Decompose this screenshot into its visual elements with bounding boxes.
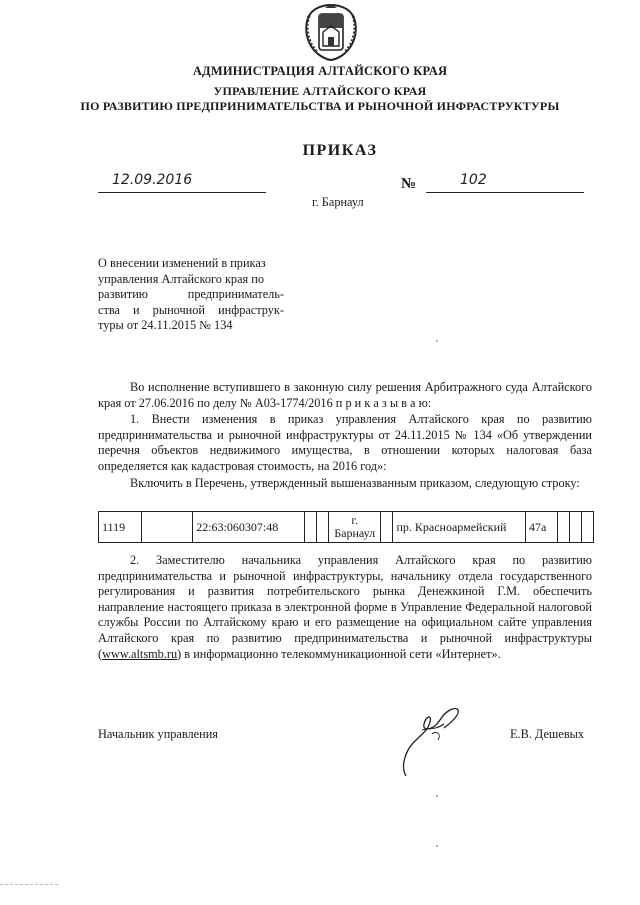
department-name-line2: ПО РАЗВИТИЮ ПРЕДПРИНИМАТЕЛЬСТВА И РЫНОЧНОЙ ИНФРАСТРУКТУРЫ bbox=[80, 99, 560, 113]
cell-city: г. Барнаул bbox=[329, 512, 381, 543]
cell-empty bbox=[381, 512, 393, 543]
item-2-text: 2. Заместителю начальника управления Алтайского края по развитию предпринимательства и рыночной инфраструктуры, начальнику отдела государственного регулирования и развития потребительского рынка Денежкиной Г.М. обеспечить направление настоящего приказа в электронной форме в Управление Федеральной налоговой службы России по Алтайскому краю и его размещение на официальном сайте управления Алтайского края по развитию предпринимательства и рыночной инфраструктуры ( bbox=[98, 553, 592, 661]
include-paragraph: Включить в Перечень, утвержденный вышеназванным приказом, следующую строку: bbox=[130, 476, 580, 490]
subject-word: развитию bbox=[98, 287, 148, 302]
table-row bbox=[99, 512, 594, 543]
website-link[interactable]: www.altsmb.ru bbox=[102, 646, 178, 661]
scan-speck bbox=[436, 795, 438, 797]
item-2-text-end: ) в информационно телекоммуникационной сети «Интернет». bbox=[177, 646, 501, 661]
number-line bbox=[426, 172, 584, 193]
date-line bbox=[98, 172, 266, 193]
handwritten-signature bbox=[392, 700, 472, 780]
scan-edge-mark bbox=[0, 884, 58, 885]
cell-empty bbox=[557, 512, 569, 543]
number-label: № bbox=[401, 176, 417, 192]
signatory-position: Начальник управления bbox=[98, 727, 218, 741]
item-1-paragraph: 1. Внести изменения в приказ управления Алтайского края по развитию предпринимательства и рыночной инфраструктуры от 24.11.2015 № 134 «Об утверждении перечня объектов недвижимого имущества, в отношении которых налоговая база определяется как кадастровая стоимость, на 2016 год»: bbox=[98, 412, 592, 473]
intro-paragraph: Во исполнение вступившего в законную силу решения Арбитражного суда Алтайского края от 27.06.2016 по делу № А03-1774/2016 п р и к а з ы в а ю: bbox=[98, 380, 592, 410]
subject-line: О внесении изменений в приказ bbox=[98, 256, 266, 270]
signatory-name: Е.В. Дешевых bbox=[510, 727, 585, 741]
scan-speck bbox=[436, 845, 438, 847]
cell-cadastral: 22:63:060307:48 bbox=[193, 512, 305, 543]
cell-empty bbox=[581, 512, 593, 543]
cell-empty bbox=[304, 512, 316, 543]
document-type-title: ПРИКАЗ bbox=[302, 142, 378, 159]
number-handwritten: 102 bbox=[460, 172, 487, 188]
subject-line: управления Алтайского края по bbox=[98, 271, 265, 286]
cell-street: пр. Красноармейский bbox=[393, 512, 526, 543]
subject-word: предприниматель- bbox=[187, 287, 284, 302]
date-handwritten: 12.09.2016 bbox=[112, 172, 193, 188]
cell-empty bbox=[141, 512, 192, 543]
property-table bbox=[98, 511, 594, 543]
scan-speck bbox=[436, 340, 438, 342]
coat-of-arms-emblem bbox=[301, 2, 361, 62]
subject-block bbox=[98, 256, 284, 334]
cell-empty bbox=[316, 512, 328, 543]
item-2-paragraph bbox=[98, 553, 592, 662]
subject-line: туры от 24.11.2015 № 134 bbox=[98, 318, 233, 333]
cell-number: 1119 bbox=[99, 512, 142, 543]
organization-title: АДМИНИСТРАЦИЯ АЛТАЙСКОГО КРАЯ bbox=[192, 64, 448, 78]
department-name-line1: УПРАВЛЕНИЕ АЛТАЙСКОГО КРАЯ bbox=[213, 84, 427, 98]
subject-line bbox=[98, 287, 284, 303]
cell-house: 47а bbox=[526, 512, 558, 543]
cell-empty bbox=[569, 512, 581, 543]
city-label: г. Барнаул bbox=[312, 195, 364, 209]
subject-line: ства и рыночной инфраструк- bbox=[98, 302, 284, 317]
